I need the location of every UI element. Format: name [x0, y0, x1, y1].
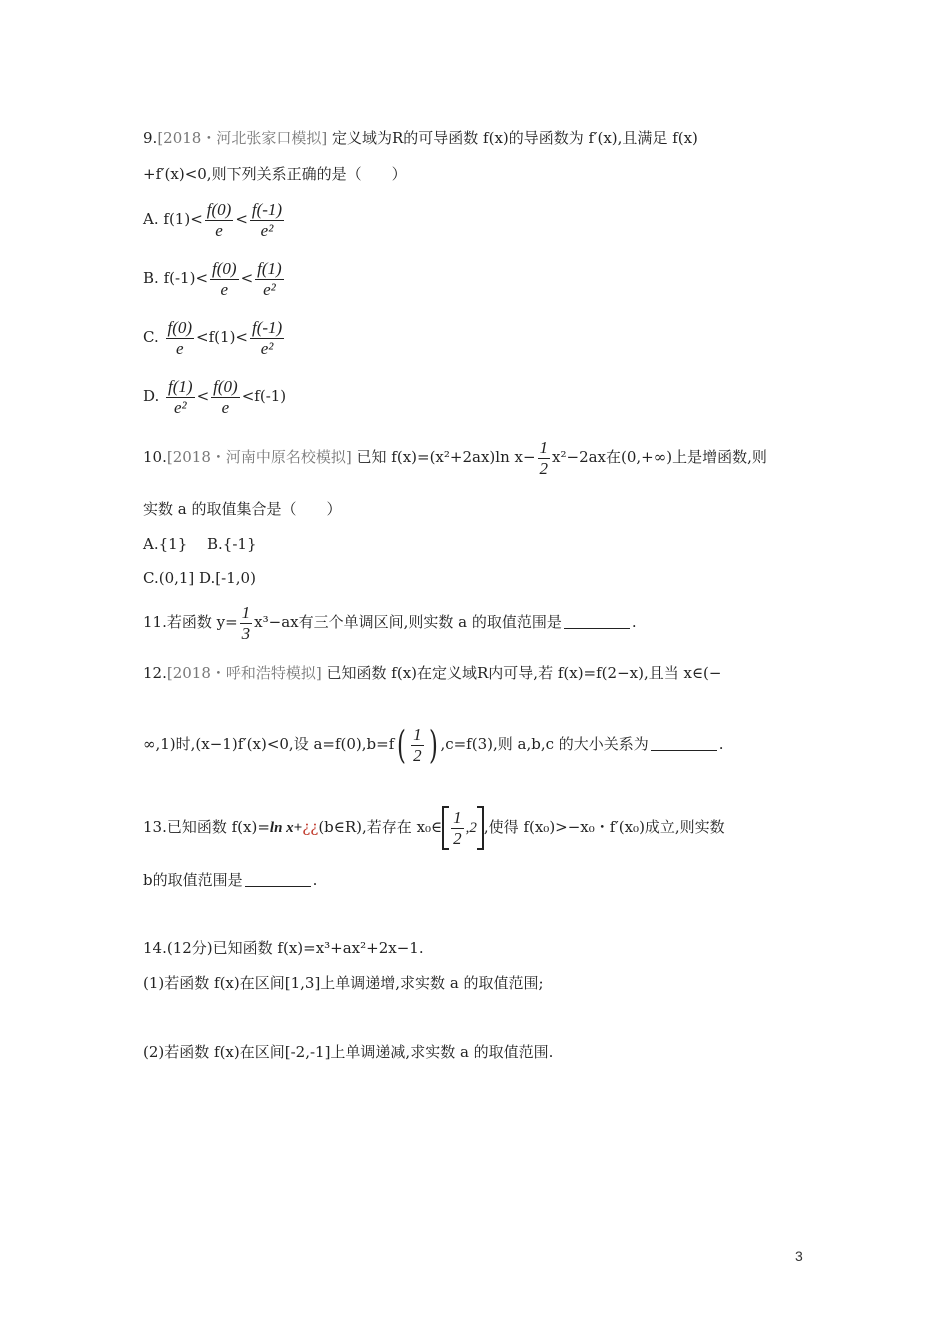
q13-text-b: (b∈R),若存在 x₀∈	[318, 818, 443, 836]
q12-text-b: ,c=f(3),则 a,b,c 的大小关系为	[440, 735, 649, 754]
frac-den: e²	[260, 220, 274, 240]
q11-text-b: x³−ax有三个单调区间,则实数 a 的取值范围是	[254, 613, 562, 632]
option-pre: f(1)<	[163, 210, 203, 229]
q13-text-a: 13.已知函数 f(x)=	[143, 818, 270, 836]
option-mid: <	[240, 269, 254, 288]
frac-den: e²	[260, 338, 274, 358]
q13-line1	[143, 806, 725, 850]
frac-den: e	[220, 279, 229, 299]
frac-den: e	[221, 397, 230, 417]
frac-den: e²	[173, 397, 187, 417]
option-post: <f(-1)	[241, 387, 287, 406]
answer-blank	[564, 628, 630, 629]
fraction	[538, 438, 551, 478]
fraction	[240, 603, 253, 643]
frac-num: f(-1)	[251, 318, 283, 337]
q9-source: [2018・河北张家口模拟]	[157, 129, 328, 147]
q14-part2: (2)若函数 f(x)在区间[-2,-1]上单调递减,求实数 a 的取值范围.	[143, 1043, 554, 1061]
q12-line2	[143, 723, 724, 768]
q11-end: .	[631, 613, 637, 632]
q11-line	[143, 603, 637, 643]
q9-line2: +f′(x)<0,则下列关系正确的是（ ）	[143, 165, 407, 183]
q9-stem: 定义域为R的可导函数 f(x)的导函数为 f′(x),且满足 f(x)	[331, 129, 698, 147]
q9-option-d	[143, 377, 286, 417]
option-label: D.	[143, 387, 160, 406]
page-number: 3	[795, 1248, 803, 1264]
answer-blank	[651, 750, 717, 751]
right-bracket	[477, 806, 484, 850]
q12-text-a: ∞,1)时,(x−1)f′(x)<0,设 a=f(0),b=f	[143, 735, 395, 754]
q12-prefix: 12.	[143, 664, 167, 682]
frac-num: f(1)	[257, 259, 282, 278]
q10-options-row1: A.{1} B.{-1}	[143, 535, 257, 553]
fraction	[166, 318, 195, 358]
frac-num: f(0)	[212, 259, 237, 278]
frac-num: 1	[413, 725, 422, 744]
q11-text-a: 11.若函数 y=	[143, 613, 238, 632]
frac-den: 2	[453, 828, 462, 848]
q13-ln-part: ln x+	[269, 820, 303, 836]
fraction	[451, 808, 464, 848]
frac-den: 2	[413, 745, 422, 765]
q14-part1: (1)若函数 f(x)在区间[1,3]上单调递增,求实数 a 的取值范围;	[143, 974, 544, 992]
option-mid: <	[196, 387, 210, 406]
q13-line2-text: b的取值范围是	[143, 871, 243, 889]
frac-den: e²	[263, 279, 276, 299]
q13-garbled: ¿¿	[302, 818, 319, 836]
q9-line1	[143, 131, 698, 146]
right-paren: )	[428, 723, 438, 768]
option-pre: f(-1)<	[163, 269, 209, 288]
frac-num: 1	[453, 807, 462, 827]
option-label: C.	[143, 328, 159, 347]
frac-num: 1	[539, 438, 549, 457]
left-paren: (	[397, 723, 407, 768]
answer-blank	[245, 886, 311, 887]
fraction	[255, 259, 284, 299]
fraction	[205, 200, 234, 240]
q13-text-c: ,使得 f(x₀)>−x₀・f′(x₀)成立,则实数	[483, 818, 725, 836]
q10-options-row2: C.(0,1] D.[-1,0)	[143, 569, 256, 587]
frac-den: e	[215, 220, 223, 240]
frac-den: 2	[539, 458, 549, 478]
q10-text-b: x²−2ax在(0,+∞)上是增函数,则	[552, 448, 767, 467]
option-mid: <f(1)<	[196, 328, 248, 347]
q10-prefix: 10.	[143, 448, 167, 467]
frac-num: f(0)	[206, 200, 232, 219]
q10-source: [2018・河南中原名校模拟]	[166, 448, 352, 467]
q9-prefix: 9.	[143, 129, 158, 147]
frac-num: f(0)	[167, 318, 193, 337]
option-label: B.	[143, 269, 159, 288]
frac-den: e	[176, 338, 184, 358]
q14-title: 14.(12分)已知函数 f(x)=x³+ax²+2x−1.	[143, 939, 424, 957]
fraction	[250, 200, 284, 240]
fraction	[211, 377, 240, 417]
q12-line1	[143, 666, 721, 681]
q9-option-c	[143, 318, 286, 358]
q9-option-b	[143, 259, 286, 299]
frac-num: f(0)	[213, 377, 238, 396]
fraction	[250, 318, 284, 358]
frac-num: f(-1)	[251, 200, 283, 219]
frac-den: 3	[241, 623, 251, 643]
left-bracket	[442, 806, 449, 850]
q13-interval-end: ,2	[465, 820, 477, 836]
q12-source: [2018・呼和浩特模拟]	[166, 664, 322, 682]
q10-line1	[143, 438, 767, 478]
q10-text-a: 已知 f(x)=(x²+2ax)ln x−	[356, 448, 536, 467]
q13-line2	[143, 873, 317, 888]
q12-text: 已知函数 f(x)在定义域R内可导,若 f(x)=f(2−x),且当 x∈(−	[326, 664, 722, 682]
fraction	[210, 259, 239, 299]
q12-end: .	[718, 735, 724, 754]
option-mid: <	[235, 210, 248, 229]
frac-num: 1	[241, 603, 251, 622]
q10-line2: 实数 a 的取值集合是（ ）	[143, 500, 342, 518]
fraction	[166, 377, 195, 417]
option-label: A.	[143, 210, 159, 229]
q9-option-a	[143, 200, 286, 240]
fraction	[411, 725, 424, 765]
frac-num: f(1)	[168, 377, 193, 396]
q13-end: .	[312, 871, 318, 889]
